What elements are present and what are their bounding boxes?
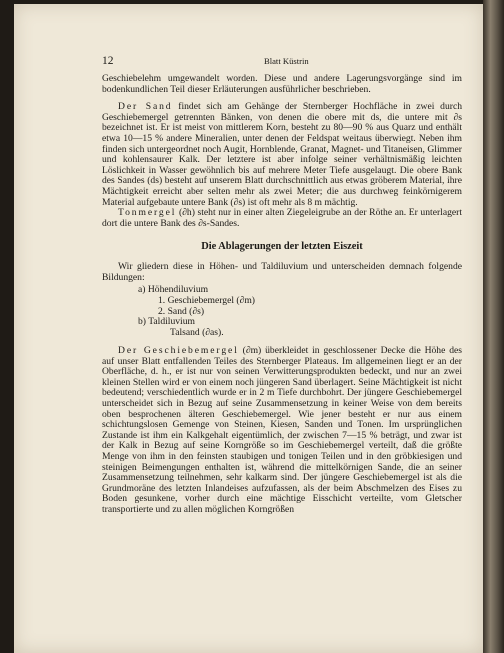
page-header — [102, 46, 462, 74]
paragraph-geschiebemergel-text: (∂m) überkleidet in geschlossener Decke die Höhe des auf unser Blatt entfallenden Teiles des Sternberger Plateaus. Im allgemeinen liegt er an der Oberfläche, d. h., er ist nur von seinen Verwitterungsprodukten bedeckt, und nur an zwei kleinen Stellen wird er von einem noch jüngeren Sand überlagert. Seine Mächtigkeit ist nicht bedeutend; verschiedentlich wurde er in 2 m Tiefe durchbohrt. Der jüngere Geschiebemergel unterscheidet sich in Bezug auf seine Zusammensetzung in keiner Weise von dem bereits oben besprochenen älteren Geschiebemergel. Wie jener besteht er nur aus einem schichtungslosen Gemenge von Steinen, Kiesen, Sanden und Tonen. Im ursprünglichen Zustande ist ihm ein Kalkgehalt eigentümlich, der zwischen 7—15 % beträgt, und zwar ist der Kalk in Bezug auf seine Korngröße so im Geschiebemergel verteilt, daß die größte Menge von ihm in den feinsten staubigen und tonigen Teilen und in den gröbkiesigen und steinigen Beimengungen enthalten ist, während die mittelkörnigen Sande, die an seiner Zusammensetzung teilnehmen, sehr kalkarm sind. Der jüngere Geschiebemergel ist als die Grundmoräne des letzten Inlandeises aufzufassen, als der beim Abschmelzen des Eises zu Boden gesunkene, vorher durch eine mächtige Eisschicht verteilte, vom Gletscher transportierte und zu allen möglichen Korngrößen — [102, 345, 463, 515]
page-content — [102, 46, 462, 516]
section-heading: Die Ablagerungen der letzten Eiszeit — [201, 241, 363, 253]
paragraph-gliederung: Wir gliedern diese in Höhen- und Taldiluvium und unterscheiden demnach folgende Bildungen: — [102, 260, 462, 283]
spaced-term-sand: Der Sand — [118, 101, 173, 113]
spaced-term-geschiebemergel: Der Geschiebemergel — [118, 345, 239, 357]
paragraph-tonmergel-text: (∂h) steht nur in einer alten Ziegeleigrube an der Röthe an. Er unterlagert dort die untere Bank des ∂s-Sandes. — [102, 207, 462, 229]
deposit-list — [102, 285, 462, 339]
list-item-hoehendiluvium: a) Höhendiluvium — [138, 284, 209, 296]
page-number: 12 — [102, 55, 114, 67]
spaced-term-tonmergel: Tonmergel — [118, 207, 177, 219]
book-gutter — [483, 0, 504, 653]
list-item-geschiebemergel: 1. Geschiebemergel (∂m) — [158, 294, 256, 306]
paragraph-sand — [102, 102, 462, 208]
book-page — [14, 4, 483, 653]
paragraph-geschiebemergel — [102, 346, 462, 516]
list-item-taldiluvium: b) Taldiluvium — [138, 316, 195, 328]
list-item-sand: 2. Sand (∂s) — [158, 305, 205, 317]
list-item-talsand: Talsand (∂as). — [170, 327, 224, 339]
paragraph-sand-text: findet sich am Gehänge der Sternberger Hochfläche in zwei durch Geschiebemergel getrennten Bänken, von denen die obere mit ds, die untere mit ∂s bezeichnet ist. Er ist meist von mittlerem Korn, besteht zu 80—90 % aus Quarz und enthält etwa 10—15 % andere Mineralien, unter denen der Feldspat weitaus überwiegt. Neben ihm finden sich untergeordnet noch Augit, Hornblende, Granat, Magnet- und Titaneisen, Glimmer und kohlensaurer Kalk. Der letztere ist aber infolge seiner verhältnismäßig leichten Löslichkeit in Wasser gewöhnlich bis auf mehrere Meter Tiefe ausgelaugt. Die obere Bank des Sandes (ds) besteht auf unserem Blatt durchschnittlich aus etwas gröberem Material, ihre Mächtigkeit erreicht aber selten mehr als zwei Meter; die aus durchweg feinkörnigerem Material aufgebaute untere Bank (∂s) ist oft mehr als 8 m mächtig. — [102, 101, 462, 208]
running-title: Blatt Küstrin — [264, 56, 309, 66]
paragraph-tonmergel — [102, 208, 462, 229]
paragraph-geschiebelehm: Geschiebelehm umgewandelt worden. Diese und andere Lagerungsvorgänge sind im bodenkundlichen Teil dieser Erläuterungen ausführlicher beschrieben. — [102, 73, 462, 95]
